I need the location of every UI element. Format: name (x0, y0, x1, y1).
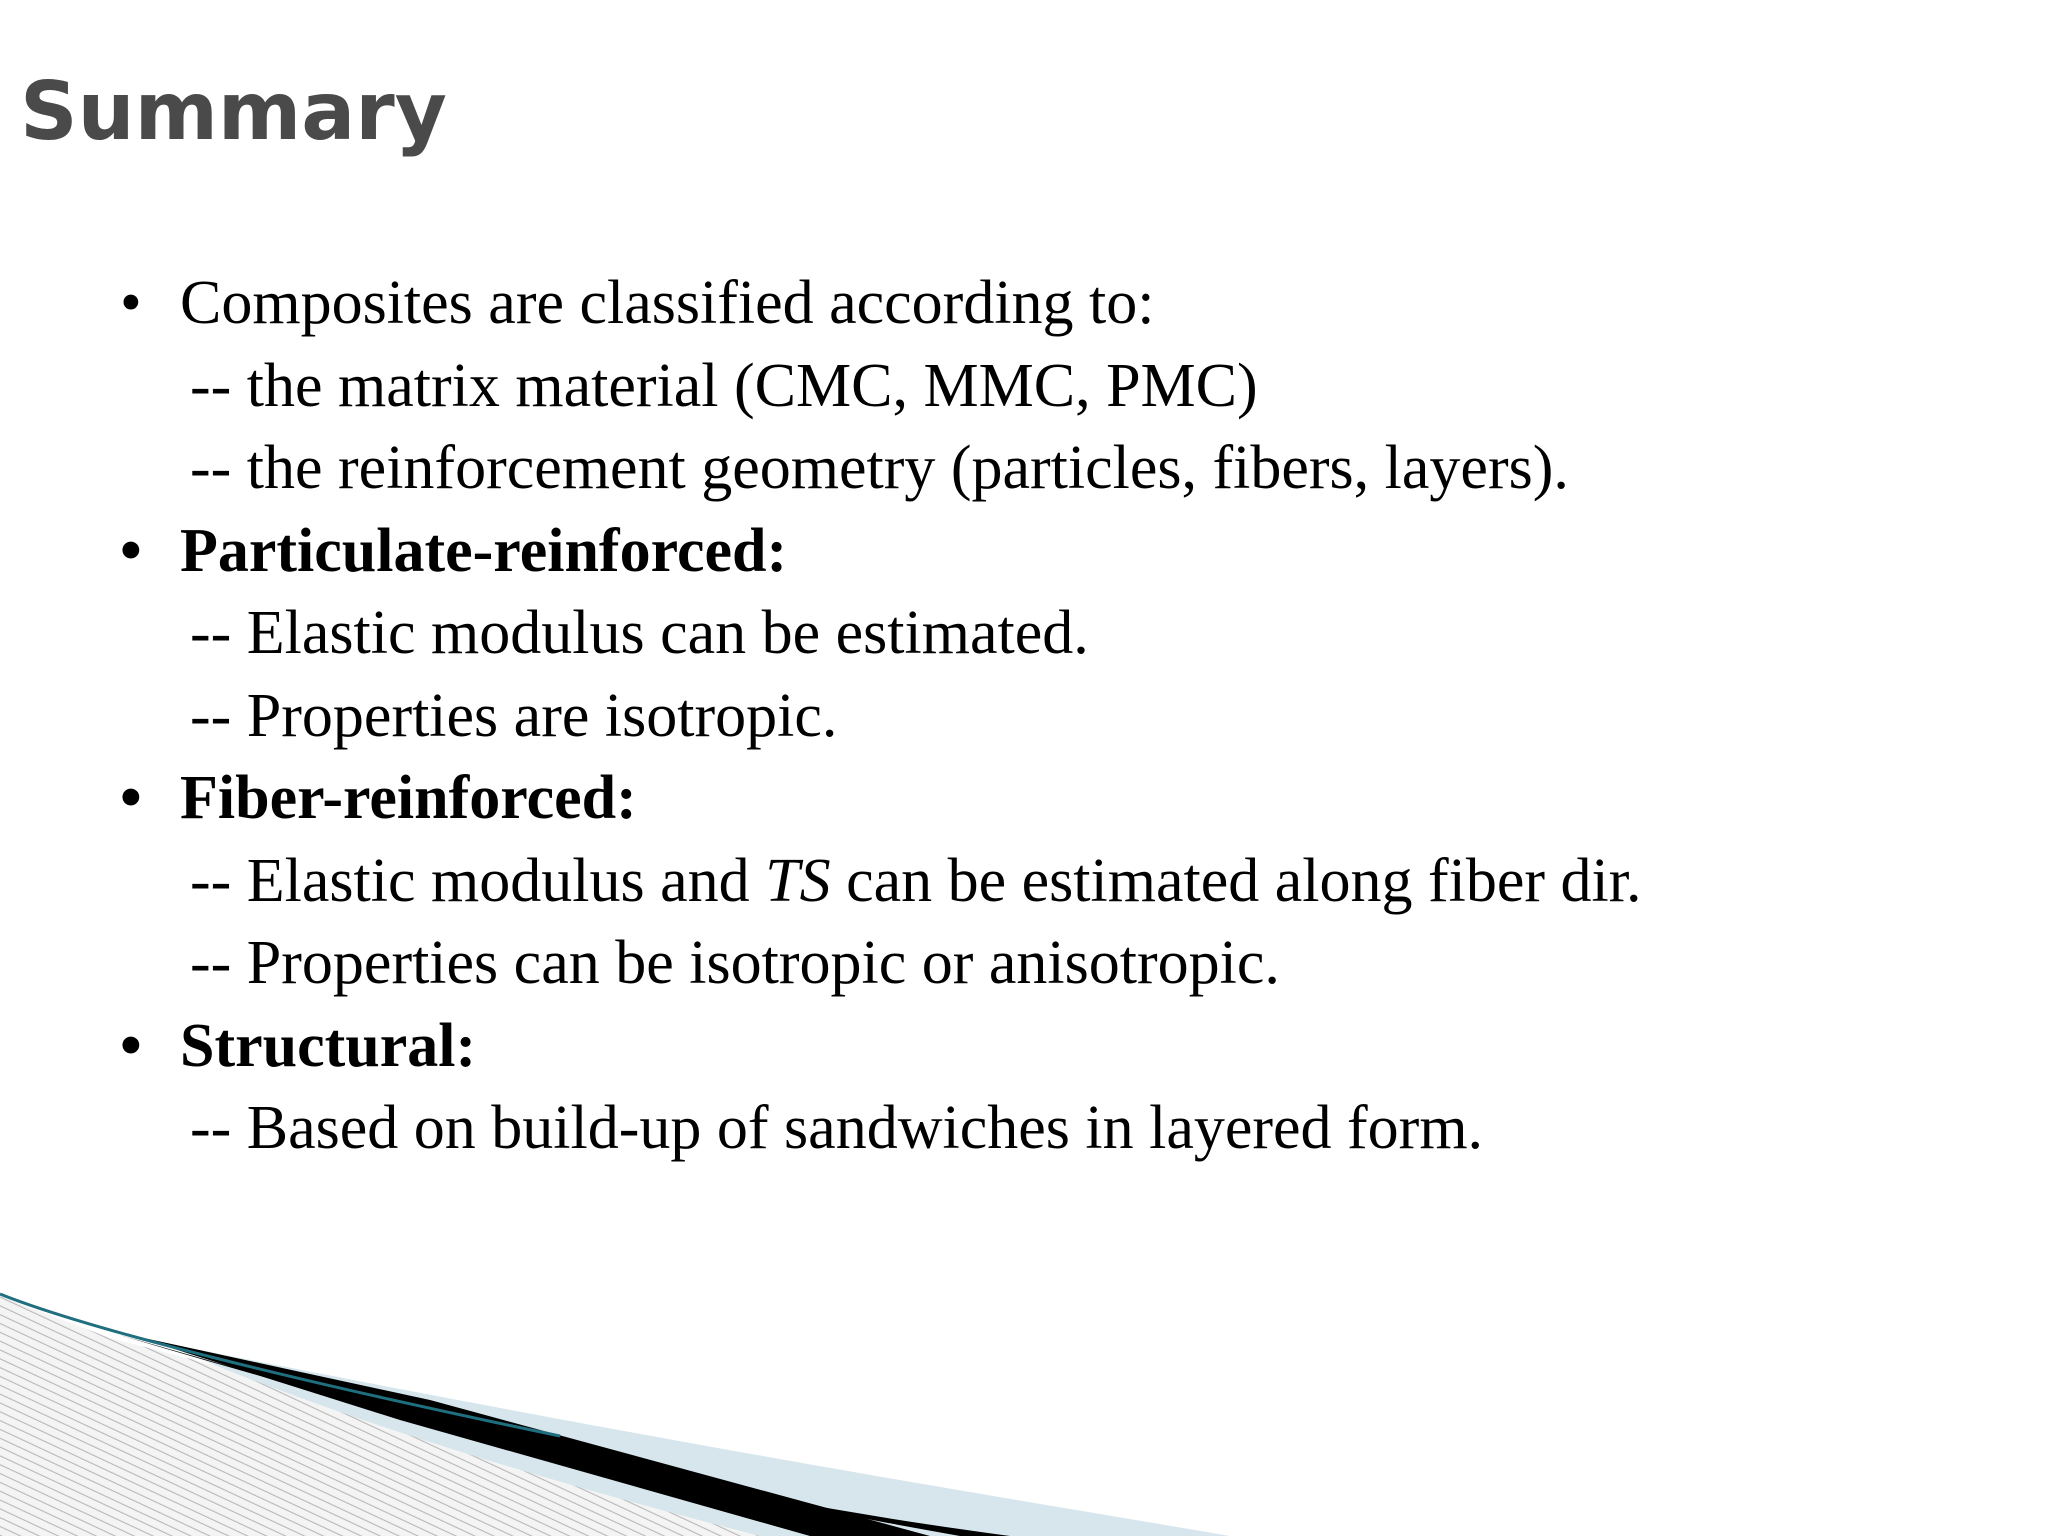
light-blue-band (160, 1342, 1230, 1536)
bullet-heading: Fiber-reinforced: (180, 764, 637, 832)
bullet-particulate-reinforced (120, 510, 2020, 593)
black-band (120, 1335, 1010, 1536)
sub-item-isotropic: -- Properties are isotropic. (190, 681, 838, 750)
slide-title: Summary (20, 65, 447, 158)
hatched-area (0, 1296, 1000, 1536)
bullet-fiber-reinforced (120, 757, 2020, 840)
bullet-dot: • (120, 516, 142, 585)
bullet-heading: Particulate-reinforced: (180, 516, 788, 585)
sub-item-isotropic-or-anisotropic: -- Properties can be isotropic or anisotropic. (190, 929, 1280, 997)
bullet-heading: Composites are classified according to: (180, 269, 1155, 337)
text-run: -- Elastic modulus and (190, 846, 766, 915)
bullet-dot: • (120, 764, 142, 832)
bullet-dot: • (120, 269, 142, 337)
teal-line (0, 1294, 560, 1436)
black-band-core (130, 1335, 930, 1536)
slide-body (120, 262, 2020, 1170)
sub-item-matrix-material: -- the matrix material (CMC, MMC, PMC) (190, 351, 1258, 420)
sub-item-reinforcement-geometry: -- the reinforcement geometry (particles, fibers, layers). (190, 434, 1569, 502)
sub-item-sandwich-layers: -- Based on build-up of sandwiches in layered form. (190, 1094, 1484, 1162)
sub-item-elastic-modulus: -- Elastic modulus can be estimated. (190, 599, 1089, 667)
text-run-italic: TS (765, 846, 831, 915)
sub-item-modulus-and-ts (120, 840, 2020, 923)
bullet-classification (120, 262, 2020, 345)
bullet-structural (120, 1005, 2020, 1088)
bullet-dot: • (120, 1011, 142, 1080)
bullet-heading: Structural: (180, 1011, 477, 1080)
text-run: can be estimated along fiber dir. (830, 846, 1642, 915)
